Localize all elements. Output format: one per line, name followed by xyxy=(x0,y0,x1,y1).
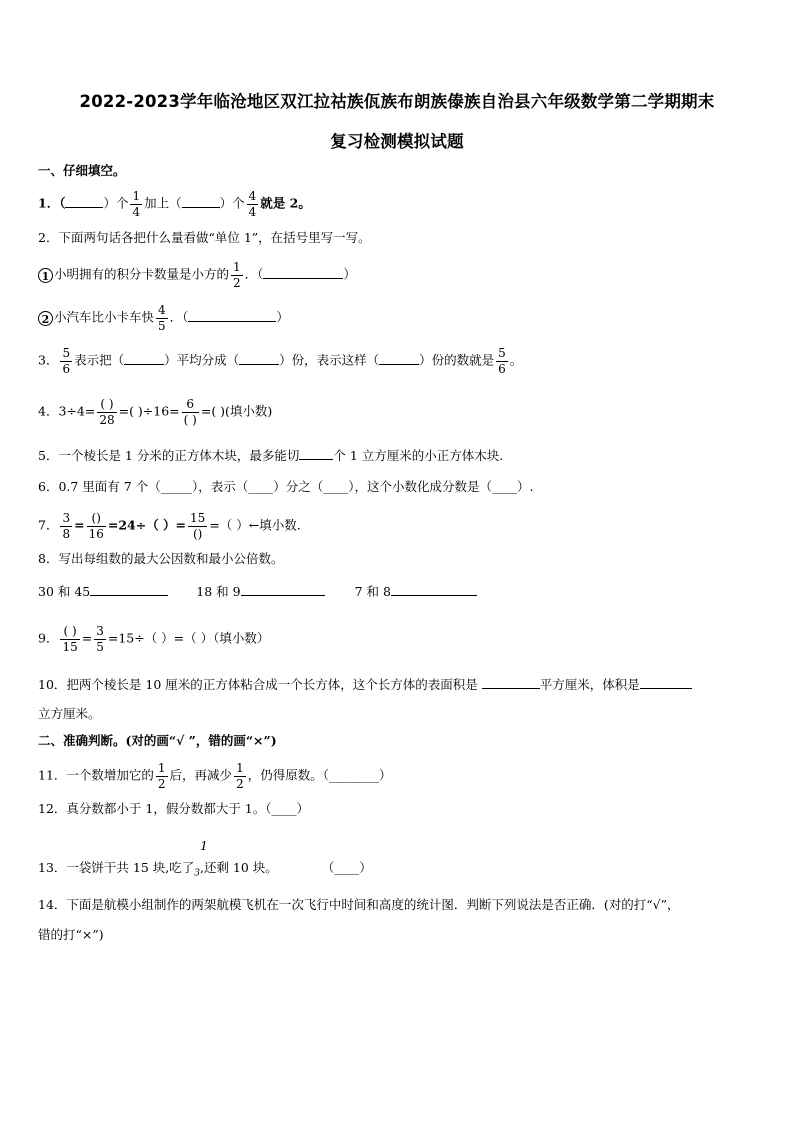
fraction: $\frac{()}{16}$ xyxy=(88,511,104,541)
question-8-pairs: 30 和 45 18 和 9 7 和 8 xyxy=(38,581,760,602)
section-heading-fill: 一、仔细填空。 xyxy=(38,163,126,178)
fraction: $\frac{( )}{28}$ xyxy=(99,397,115,427)
question-2-item-1: 1 小明拥有的积分卡数量是小方的 $\frac{1}{2}$ ．（ ） xyxy=(38,261,760,289)
question-4: 4．3÷4= $\frac{( )}{28}$ =( )÷16= $\frac{6}{( )}$ =( )(填小数) xyxy=(38,397,273,427)
page-title: 2022-2023学年临沧地区双江拉祜族佤族布朗族傣族自治县六年级数学第二学期期末 xyxy=(79,92,715,111)
question-13: 13．一袋饼干共 15 块,吃了$_3$,还剩 10 块。 （____） xyxy=(38,860,372,879)
question-2-stem: 2．下面两句话各把什么量看做“单位 1”，在括号里写一写。 xyxy=(38,230,371,245)
question-8-stem: 8．写出每组数的最大公因数和最小公倍数。 xyxy=(38,551,284,566)
question-3: 3． $\frac{5}{6}$ 表示把（ ）平均分成（ ）份，表示这样（ ）份的数就是 $\frac{5}{6}$ 。 xyxy=(38,346,523,376)
fraction: $\frac{1}{4}$ xyxy=(132,189,141,219)
question-2-item-2: 2 小汽车比小卡车快 $\frac{4}{5}$ ．（ ） xyxy=(38,304,760,332)
circled-number: 1 xyxy=(38,268,53,283)
fraction: $\frac{5}{6}$ xyxy=(62,346,71,376)
fraction: $\frac{1}{2}$ xyxy=(233,260,241,290)
circled-number: 2 xyxy=(38,311,53,326)
fraction: $\frac{1}{2}$ xyxy=(157,761,166,791)
fraction: $\frac{3}{5}$ xyxy=(96,624,104,654)
question-9: 9． $\frac{( )}{15}$ = $\frac{3}{5}$ =15÷（ ）=（ ）（填小数） xyxy=(38,624,270,654)
question-14: 14．下面是航模小组制作的两架航模飞机在一次飞行中时间和高度的统计图．判断下列说法是否正确．(对的打“√”， xyxy=(38,897,680,912)
fraction: $\frac{3}{8}$ xyxy=(62,511,71,541)
question-1: 1．（ ）个 $\frac{1}{4}$ 加上（ ）个 $\frac{4}{4}$ 就是 2。 xyxy=(38,189,311,219)
question-12: 12．真分数都小于 1，假分数都大于 1。（____） xyxy=(38,801,310,816)
fraction: $\frac{15}{()}$ xyxy=(190,511,206,541)
question-6: 6．0.7 里面有 7 个（_____），表示（____）分之（____），这个小数化成分数是（____）. xyxy=(38,479,534,494)
question-13-superscript: 1 xyxy=(200,838,208,853)
question-11: 11．一个数增加它的 $\frac{1}{2}$ 后，再减少 $\frac{1}{2}$ ，仍得原数。（________） xyxy=(38,761,392,791)
fraction: $\frac{( )}{15}$ xyxy=(62,624,78,654)
question-14-cont: 错的打“×”) xyxy=(38,927,104,942)
fraction: $\frac{6}{( )}$ xyxy=(183,397,197,427)
section-heading-judge: 二、准确判断。(对的画“√ ”，错的画“×”) xyxy=(38,733,277,748)
page-subtitle: 复习检测模拟试题 xyxy=(330,132,464,151)
question-10: 10．把两个棱长是 10 厘米的正方体粘合成一个长方体，这个长方体的表面积是 平方厘米，体积是 xyxy=(38,674,760,695)
question-5: 5．一个棱长是 1 分米的正方体木块，最多能切 个 1 立方厘米的小正方体木块. xyxy=(38,445,760,466)
fraction: $\frac{4}{5}$ xyxy=(158,303,166,333)
fraction: $\frac{1}{2}$ xyxy=(236,761,244,791)
fraction: $\frac{5}{6}$ xyxy=(498,346,506,376)
question-7: 7． $\frac{3}{8}$ = $\frac{()}{16}$ =24÷（ ）= $\frac{15}{()}$ =（ ）←填小数. xyxy=(38,511,301,541)
question-10-cont: 立方厘米。 xyxy=(38,706,101,721)
fraction: $\frac{4}{4}$ xyxy=(248,189,257,219)
